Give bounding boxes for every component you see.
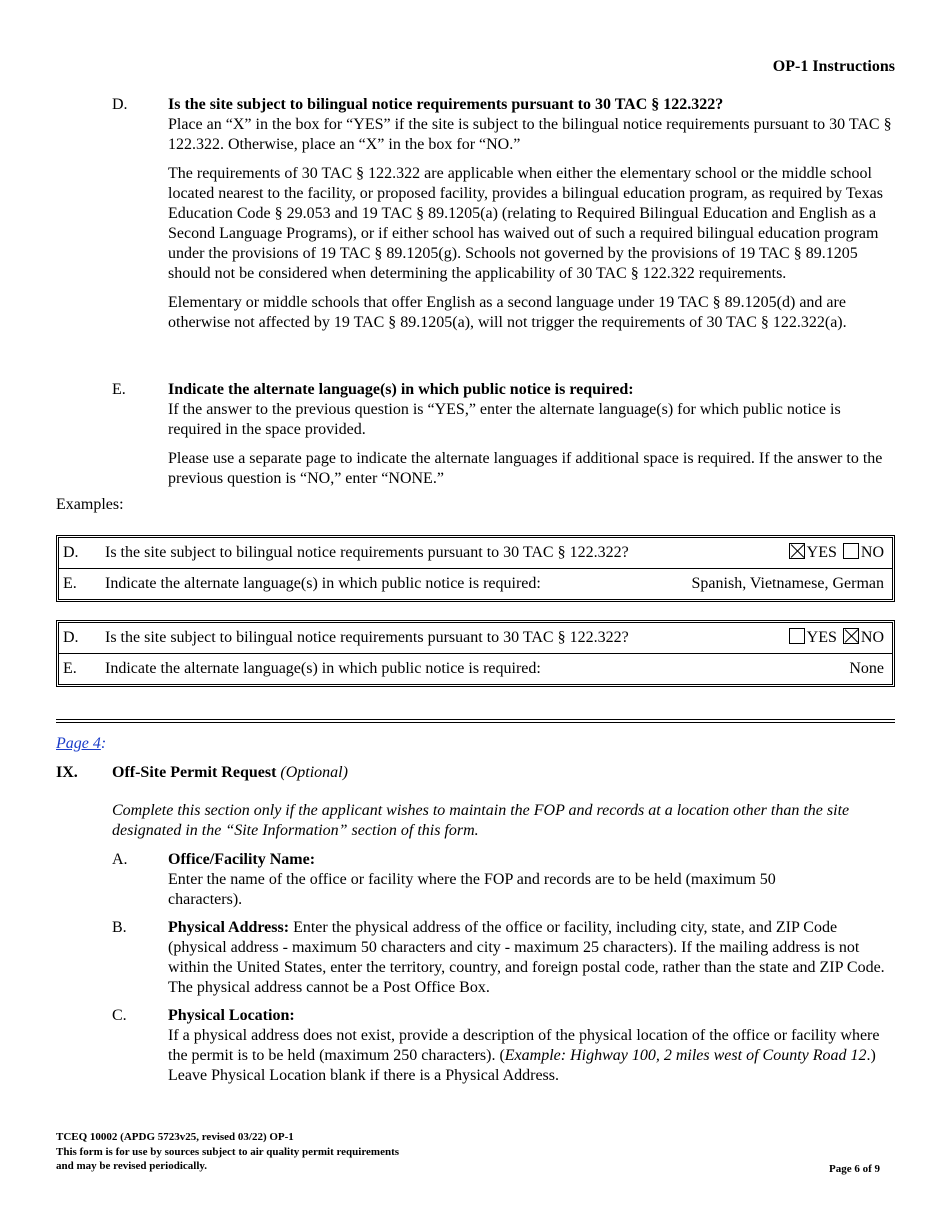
example-1-row-d-letter: D. [63,544,79,561]
example-2-row-d-letter: D. [63,629,79,646]
item-d-question: Is the site subject to bilingual notice requirements pursuant to 30 TAC § 122.322? [168,96,724,113]
section-title-text: Off-Site Permit Request [112,764,277,781]
item-a-letter: A. [112,851,128,868]
example-1-row-e [59,568,892,599]
page-4-link-text[interactable]: Page 4 [56,735,101,752]
example-2-row-e [59,653,892,684]
item-a-text: Enter the name of the office or facility where the FOP and records are to be held (maximum 50 characters). [168,871,776,908]
section-title-note: (Optional) [280,764,348,781]
example-1-row-e-letter: E. [63,575,77,592]
item-c-letter: C. [112,1007,127,1024]
item-c-title: Physical Location: [168,1007,295,1024]
example-table-2 [56,620,895,687]
item-a-title: Office/Facility Name: [168,851,316,868]
example-table-1 [56,535,895,602]
example-2-yes-label: YES [806,629,837,646]
item-d-paragraph-1: Place an “X” in the box for “YES” if the site is subject to the bilingual notice requirements pursuant to 30 TAC § 122.322. Otherwise, place an “X” in the box for “NO.” [168,116,892,153]
item-d-letter: D. [112,96,128,113]
example-1-no-checkbox[interactable] [843,543,859,559]
footer-line-3: and may be revised periodically. [56,1160,208,1172]
item-b-paragraph [168,918,895,998]
example-2-no-label: NO [860,629,884,646]
example-2-language-answer: None [849,660,884,677]
section-intro: Complete this section only if the applicant wishes to maintain the FOP and records at a location other than the site designated in the “Site Information” section of this form. [112,802,850,839]
example-2-yes-checkbox[interactable] [789,628,805,644]
item-c-text-after: .) Leave Physical Location blank if there is a Physical Address. [168,1047,876,1084]
footer-line-2: This form is for use by sources subject to air quality permit requirements [56,1145,400,1158]
item-e-paragraph-2: Please use a separate page to indicate the alternate languages if additional space is required. If the answer to the previous question is “NO,” enter “NONE.” [168,450,883,487]
item-c-text-before: If a physical address does not exist, provide a description of the physical location of the office or facility where the permit is to be held (maximum 250 characters). ( [168,1027,880,1064]
example-1-row-d [59,538,892,568]
example-1-yes-no-group [787,538,884,568]
example-2-no-checkbox[interactable] [843,628,859,644]
item-e-question: Indicate the alternate language(s) in which public notice is required: [168,381,634,398]
example-2-row-e-text: Indicate the alternate language(s) in which public notice is required: [105,660,541,677]
example-1-yes-checkbox[interactable] [789,543,805,559]
page-4-link[interactable] [56,734,106,754]
example-2-row-d [59,623,892,653]
section-title [112,763,348,783]
item-b-title: Physical Address: [168,919,290,936]
section-number: IX. [56,764,78,781]
item-b-letter: B. [112,919,127,936]
item-d-paragraph-2: The requirements of 30 TAC § 122.322 are applicable when either the elementary school or the middle school located nearest to the facility, or proposed facility, provides a bilingual education program, as required by Texas Education Code § 29.053 and 19 TAC § 89.1205(a) (relating to Required Bilingual Education and English as a Second Language Programs), or if either school has waived out of such a required bilingual education program under the provisions of 19 TAC § 89.1205(g). Schools not governed by the provisions of 19 TAC § 89.1205 should not be considered when determining the applicability of 30 TAC § 122.322 requirements. [168,165,883,282]
example-1-language-answer: Spanish, Vietnamese, German [691,575,884,592]
example-1-no-label: NO [860,544,884,561]
item-b-text: Enter the physical address of the office or facility, including city, state, and ZIP Code (physical address - maximum 50 characters and city - maximum 25 characters). If the mailing address is not within the United States, enter the territory, country, and foreign postal code, rather than the state and ZIP Code. The physical address cannot be a Post Office Box. [168,919,885,996]
item-e-letter: E. [112,381,126,398]
page-4-link-colon: : [100,735,107,752]
example-2-row-e-letter: E. [63,660,77,677]
document-header-title: OP-1 Instructions [772,58,895,75]
item-c-paragraph [168,1026,895,1086]
item-e-paragraph-1: If the answer to the previous question is “YES,” enter the alternate language(s) for which public notice is required in the space provided. [168,401,841,438]
footer-line-1: TCEQ 10002 (APDG 5723v25, revised 03/22) OP-1 [56,1131,294,1143]
example-1-yes-label: YES [806,544,837,561]
item-c-example: Example: Highway 100, 2 miles west of County Road 12 [504,1047,867,1064]
example-2-yes-no-group [787,623,884,653]
section-divider [56,719,895,723]
item-d-paragraph-3: Elementary or middle schools that offer English as a second language under 19 TAC § 89.1205(d) and are otherwise not affected by 19 TAC § 89.1205(a), will not trigger the requirements of 30 TAC § 122.322(a). [168,294,847,331]
footer-page-number: Page 6 of 9 [828,1163,880,1175]
example-1-row-d-text: Is the site subject to bilingual notice requirements pursuant to 30 TAC § 122.322? [105,544,629,561]
example-2-row-d-text: Is the site subject to bilingual notice requirements pursuant to 30 TAC § 122.322? [105,629,629,646]
example-1-row-e-text: Indicate the alternate language(s) in which public notice is required: [105,575,541,592]
examples-label: Examples: [56,496,124,513]
footer [56,1130,399,1174]
